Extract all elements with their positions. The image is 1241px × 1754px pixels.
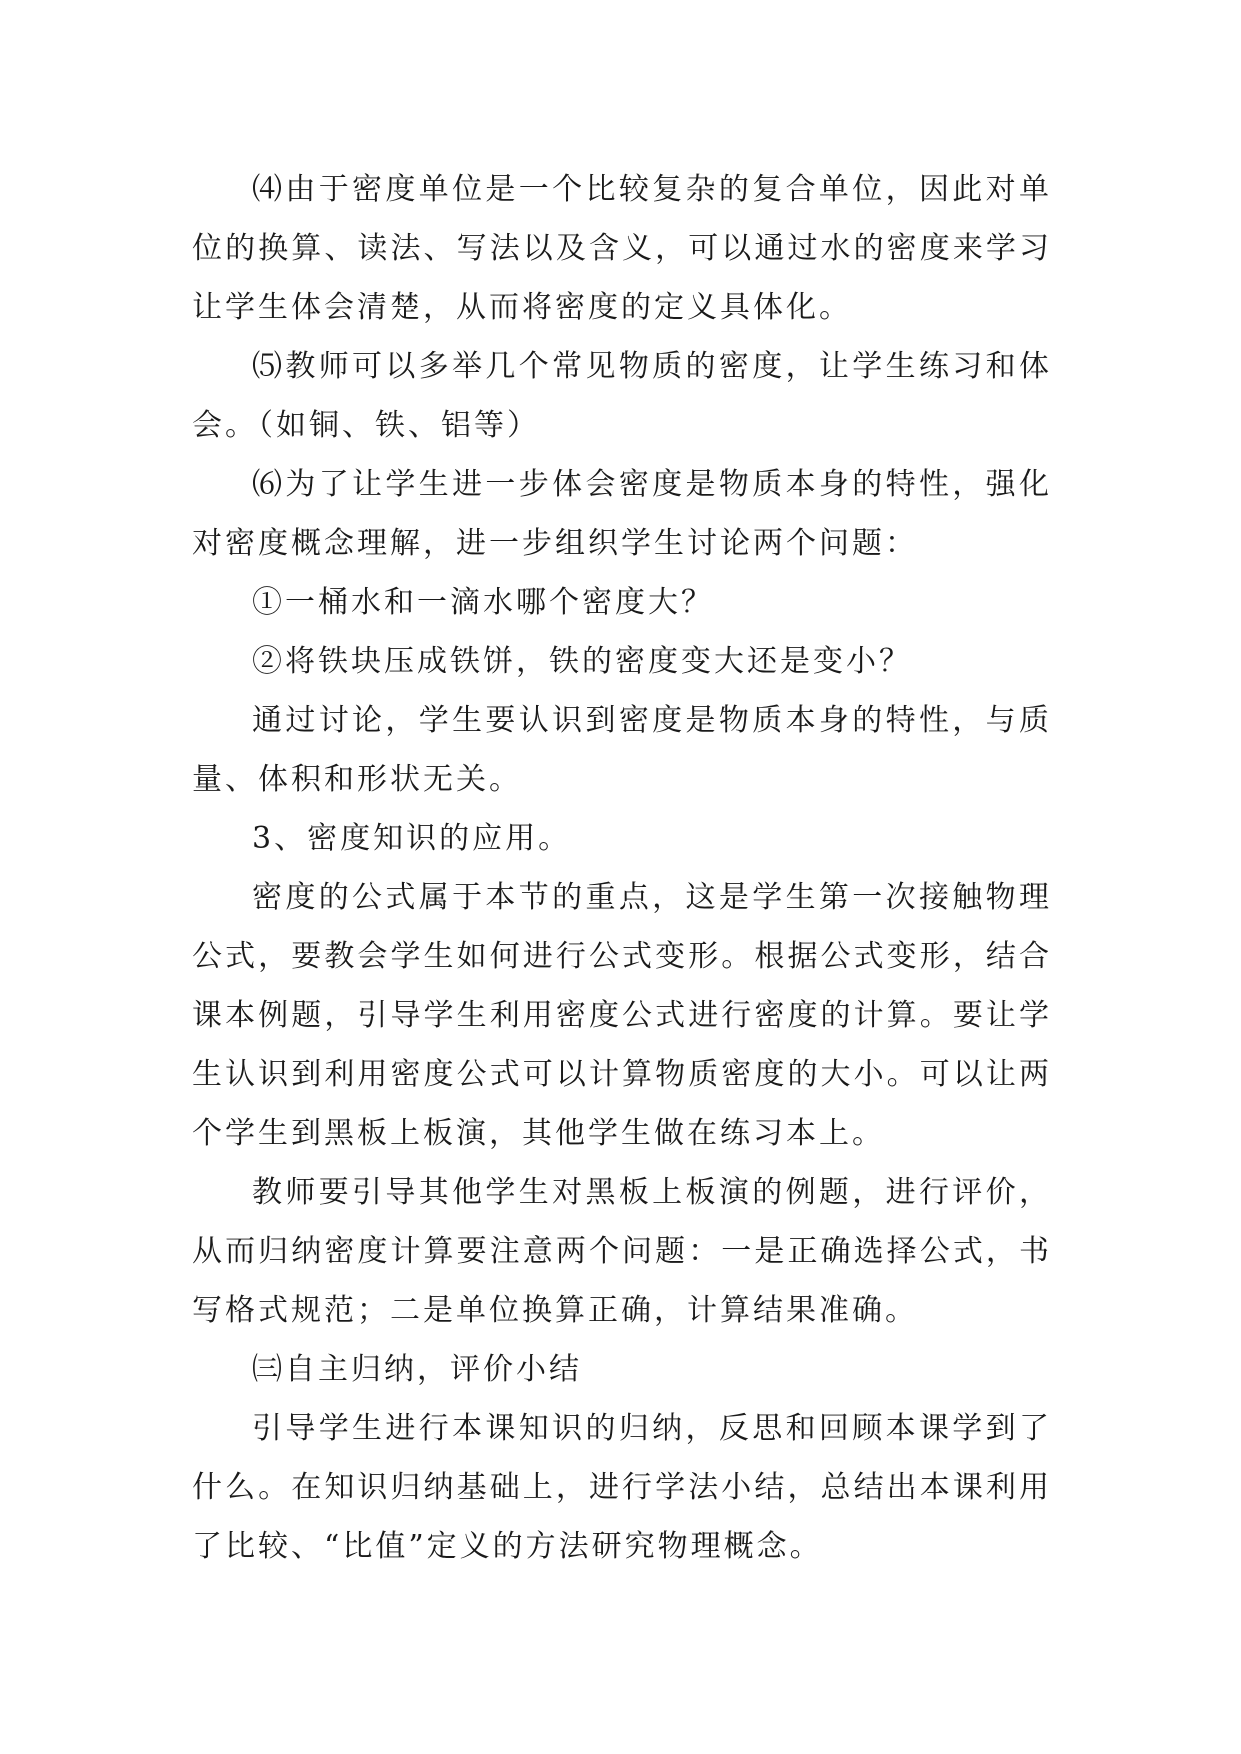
paragraph-discussion-intro: ⑹为了让学生进一步体会密度是物质本身的特性，强化对密度概念理解，进一步组织学生讨论两个问题： [192,467,1052,561]
paragraph-discussion-conclusion: 通过讨论，学生要认识到密度是物质本身的特性，与质量、体积和形状无关。 [192,703,1052,797]
paragraph-formula: 密度的公式属于本节的重点，这是学生第一次接触物理公式，要教会学生如何进行公式变形。根据公式变形，结合课本例题，引导学生利用密度公式进行密度的计算。要让学生认识到利用密度公式可以计算物质密度的大小。可以让两个学生到黑板上板演，其他学生做在练习本上。 [192,880,1052,1151]
paragraph-summary: 引导学生进行本课知识的归纳，反思和回顾本课学到了什么。在知识归纳基础上，进行学法小结，总结出本课利用了比较、“比值”定义的方法研究物理概念。 [192,1411,1052,1564]
section-heading-summary: ㈢自主归纳，评价小结 [252,1352,582,1387]
paragraph-density-unit: ⑷由于密度单位是一个比较复杂的复合单位，因此对单位的换算、读法、写法以及含义，可以通过水的密度来学习让学生体会清楚，从而将密度的定义具体化。 [192,172,1052,325]
paragraph-evaluation: 教师要引导其他学生对黑板上板演的例题，进行评价，从而归纳密度计算要注意两个问题：一是正确选择公式，书写格式规范；二是单位换算正确，计算结果准确。 [192,1175,1052,1328]
paragraph-common-substances: ⑸教师可以多举几个常见物质的密度，让学生练习和体会。（如铜、铁、铝等） [192,349,1052,443]
section-heading-application: 3、密度知识的应用。 [252,821,572,856]
paragraph-question-2: ②将铁块压成铁饼，铁的密度变大还是变小？ [252,644,912,679]
document-body [192,160,1052,1576]
paragraph-question-1: ①一桶水和一滴水哪个密度大？ [252,585,714,620]
